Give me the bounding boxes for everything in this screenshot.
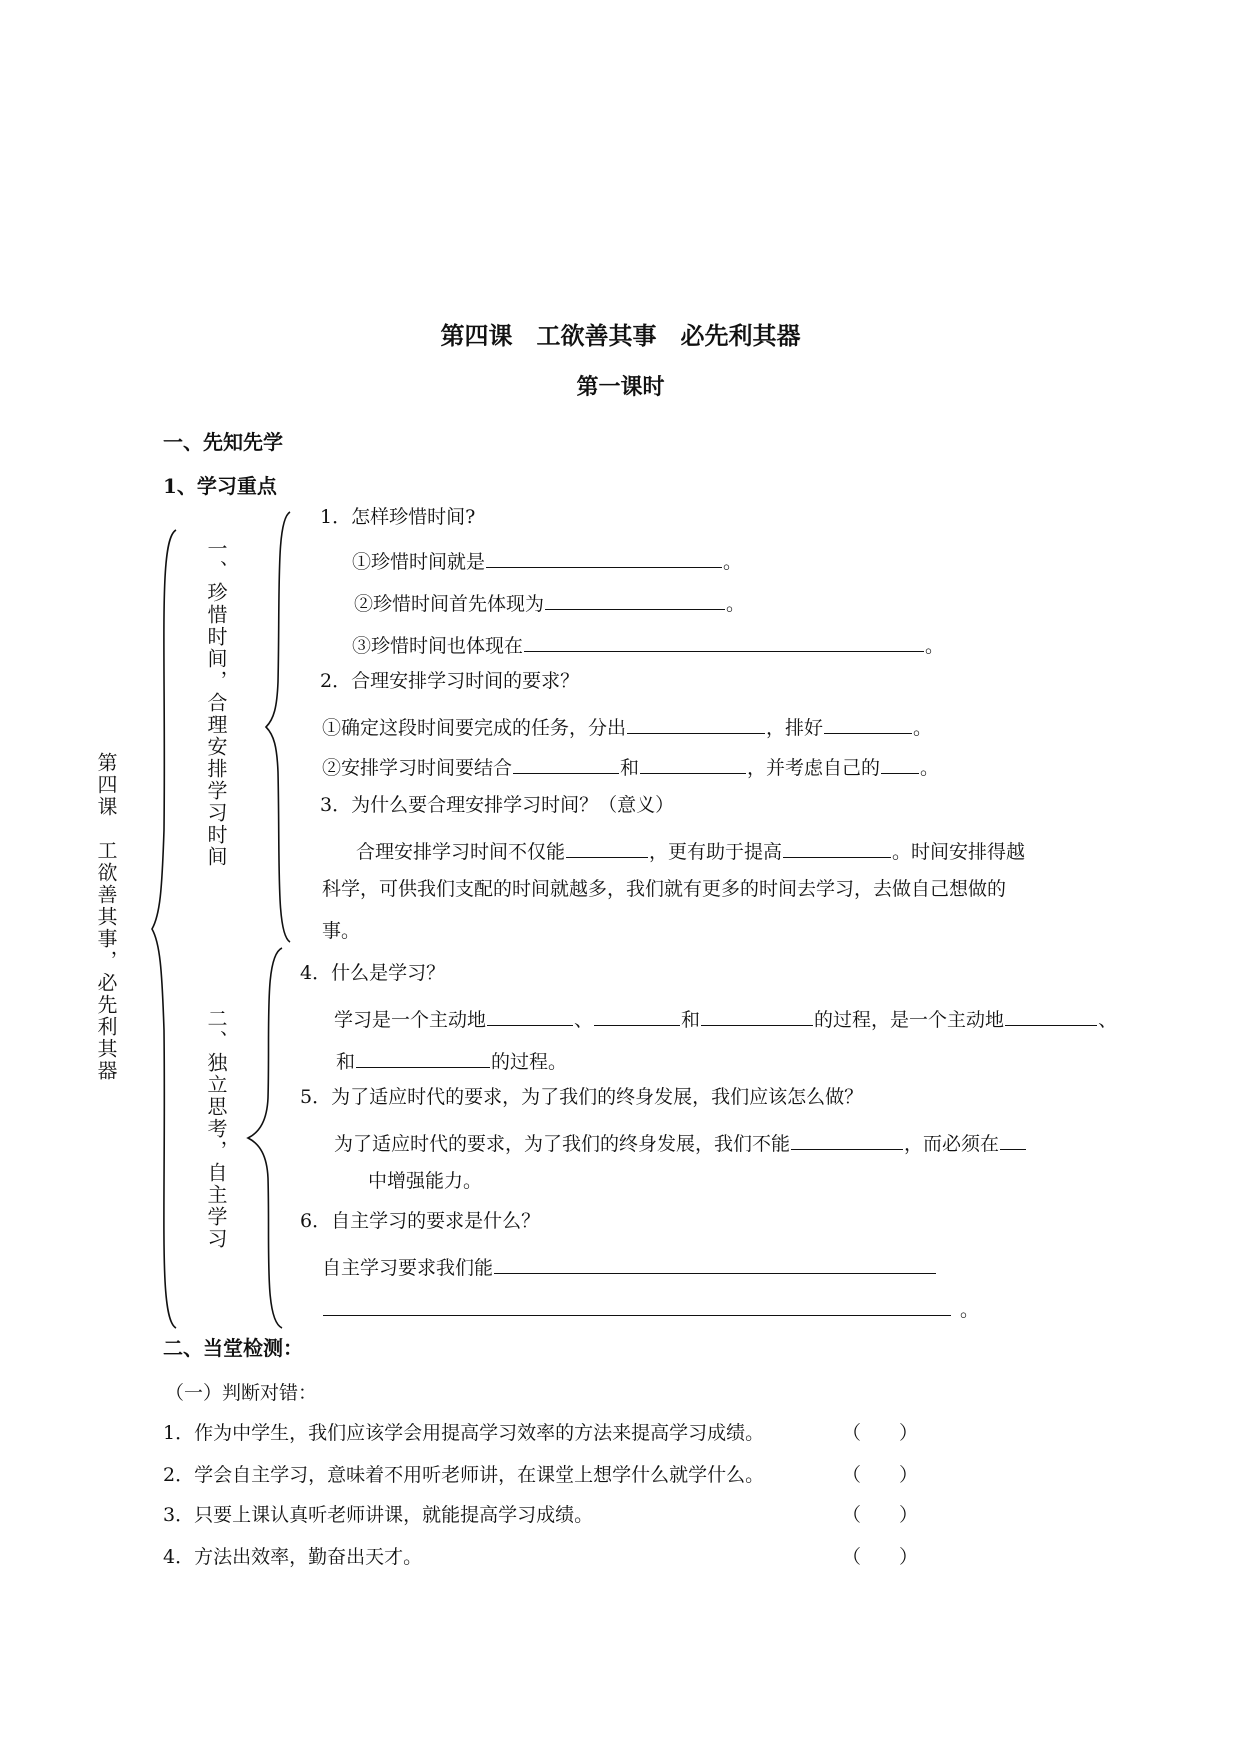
q3a-end: 。时间安排得越 <box>892 841 1026 863</box>
page-title: 第四课 工欲善其事 必先利其器 <box>440 321 801 350</box>
group2-brace-icon <box>246 948 286 1328</box>
q4a-blank4[interactable] <box>1005 1006 1097 1026</box>
outline-label-lesson: 第四课 工欲善其事，必先利其器 <box>94 752 118 1082</box>
q4b-end: 的过程。 <box>491 1051 568 1073</box>
q6: 6．自主学习的要求是什么？ <box>300 1210 541 1232</box>
q2b-label: ②安排学习时间要结合 <box>322 757 513 779</box>
q1c-label: ③珍惜时间也体现在 <box>352 635 524 657</box>
q5: 5．为了适应时代的要求，为了我们的终身发展，我们应该怎么做？ <box>300 1086 864 1108</box>
q5a-blank2[interactable] <box>1000 1130 1026 1150</box>
judge-item-4: 4．方法出效率，勤奋出天才。 <box>163 1546 423 1568</box>
judge-item-3: 3．只要上课认真听老师讲课，就能提高学习成绩。 <box>163 1504 594 1526</box>
q1a-label: ①珍惜时间就是 <box>352 551 486 573</box>
q2a-blank1[interactable] <box>627 714 765 734</box>
q4a-end: 、 <box>1098 1009 1118 1031</box>
q4: 4．什么是学习？ <box>300 962 446 984</box>
q1c-end: 。 <box>925 635 945 657</box>
outline-label-group2: 二、独立思考，自主学习 <box>204 1008 228 1250</box>
q1b-label: ②珍惜时间首先体现为 <box>354 593 545 615</box>
q1b <box>354 590 745 614</box>
q6a <box>322 1254 937 1278</box>
q3c: 事。 <box>322 920 361 942</box>
q2a-blank2[interactable] <box>824 714 912 734</box>
section2-part1: （一）判断对错： <box>165 1382 318 1404</box>
q2a-label: ①确定这段时间要完成的任务，分出 <box>322 717 627 739</box>
q4a-blank3[interactable] <box>701 1006 813 1026</box>
q3a-blank1[interactable] <box>566 838 648 858</box>
q1c <box>352 632 944 656</box>
q1a <box>352 548 742 572</box>
page-subtitle: 第一课时 <box>576 374 665 400</box>
q5a-mid: ，而必须在 <box>904 1133 1000 1155</box>
group1-brace-icon <box>264 512 294 942</box>
q2: 2．合理安排学习时间的要求？ <box>320 670 580 692</box>
q1b-end: 。 <box>726 593 746 615</box>
judge-answer-3[interactable]: （ ） <box>842 1504 919 1526</box>
judge-item-1: 1．作为中学生，我们应该学会用提高学习效率的方法来提高学习成绩。 <box>163 1422 765 1444</box>
q2b-mid2: ，并考虑自己的 <box>747 757 881 779</box>
q2b-blank1[interactable] <box>513 754 619 774</box>
section2-heading: 二、当堂检测： <box>163 1336 303 1360</box>
q3a-mid: ，更有助于提高 <box>649 841 783 863</box>
q6a-label: 自主学习要求我们能 <box>322 1257 494 1279</box>
q2a <box>322 714 932 738</box>
q3a <box>356 838 1025 862</box>
q2a-end: 。 <box>913 717 933 739</box>
q4b-blank[interactable] <box>356 1048 490 1068</box>
q4a-mid2: 和 <box>681 1009 701 1031</box>
q1b-blank[interactable] <box>545 590 725 610</box>
q4a <box>334 1006 1117 1030</box>
q4a-mid3: 的过程，是一个主动地 <box>814 1009 1005 1031</box>
q4a-blank1[interactable] <box>487 1006 573 1026</box>
judge-answer-1[interactable]: （ ） <box>842 1422 919 1444</box>
q5a-label: 为了适应时代的要求，为了我们的终身发展，我们不能 <box>334 1133 791 1155</box>
q4a-label: 学习是一个主动地 <box>334 1009 487 1031</box>
q1c-blank[interactable] <box>524 632 924 652</box>
q1a-end: 。 <box>723 551 743 573</box>
q6b-blank[interactable] <box>323 1296 951 1316</box>
q4a-blank2[interactable] <box>594 1006 680 1026</box>
q6a-blank[interactable] <box>494 1254 936 1274</box>
q2b-blank3[interactable] <box>881 754 919 774</box>
q2a-mid: ，排好 <box>766 717 824 739</box>
q3: 3．为什么要合理安排学习时间？（意义） <box>320 794 675 816</box>
q3b: 科学，可供我们支配的时间就越多，我们就有更多的时间去学习，去做自己想做的 <box>322 878 1007 900</box>
q1a-blank[interactable] <box>486 548 722 568</box>
judge-answer-4[interactable]: （ ） <box>842 1546 919 1568</box>
q2b <box>322 754 939 778</box>
q5a <box>334 1130 1027 1154</box>
q5a-blank1[interactable] <box>791 1130 903 1150</box>
outline-label-group1: 一、珍惜时间，合理安排学习时间 <box>204 538 228 868</box>
q1: 1．怎样珍惜时间? <box>320 506 476 528</box>
q2b-end: 。 <box>920 757 940 779</box>
q3a-blank2[interactable] <box>783 838 891 858</box>
judge-item-2: 2．学会自主学习，意味着不用听老师讲，在课堂上想学什么就学什么。 <box>163 1464 765 1486</box>
outer-brace-icon <box>150 530 180 1328</box>
section1-heading: 一、先知先学 <box>163 430 283 454</box>
q2b-mid1: 和 <box>620 757 640 779</box>
q5b: 中增强能力。 <box>368 1170 483 1192</box>
q4a-mid1: 、 <box>574 1009 594 1031</box>
judge-answer-2[interactable]: （ ） <box>842 1464 919 1486</box>
q3a-label: 合理安排学习时间不仅能 <box>356 841 566 863</box>
q6b <box>322 1296 979 1320</box>
q4b-label: 和 <box>336 1051 356 1073</box>
section1-subheading: 1、学习重点 <box>163 474 277 498</box>
q4b <box>336 1048 567 1072</box>
q2b-blank2[interactable] <box>640 754 746 774</box>
q6b-end: 。 <box>960 1299 980 1321</box>
